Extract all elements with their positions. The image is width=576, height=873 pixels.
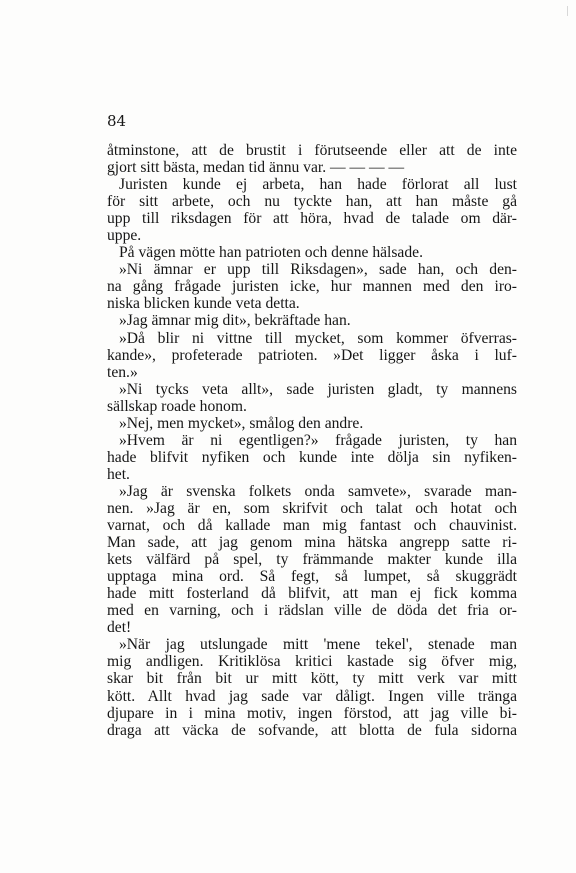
text-line: het. — [107, 465, 130, 483]
text-line: kande», profeterade patrioten. »Det ligger åska i luf- — [107, 346, 517, 364]
text-line: hade blifvit nyfiken och kunde inte dölja sin nyfiken- — [107, 448, 517, 466]
text-line: det! — [107, 619, 132, 637]
text-line: draga att väcka de sofvande, att blotta de fula sidorna — [107, 721, 517, 739]
text-line: På vägen mötte han patrioten och denne hälsade. — [119, 244, 423, 262]
text-line: »Jag är svenska folkets onda samvete», svarade man- — [119, 482, 517, 500]
page-number: 84 — [107, 112, 127, 130]
text-line: mig andligen. Kritiklösa kritici kastade sig öfver mig, — [107, 653, 517, 671]
text-line: åtminstone, att de brustit i förutseende eller att de inte — [107, 142, 517, 159]
text-line: hade mitt fosterland då blifvit, att man ej fick komma — [107, 585, 517, 603]
text-line: niska blicken kunde veta detta. — [107, 295, 300, 313]
body-text — [107, 142, 517, 739]
text-line: uppe. — [107, 227, 142, 245]
text-line: »Då blir ni vittne till mycket, som kommer öfverras- — [119, 329, 517, 347]
text-line: na gång frågade juristen icke, hur mannen med den iro- — [107, 278, 517, 296]
text-line: »Ni ämnar er upp till Riksdagen», sade han, och den- — [119, 261, 517, 279]
text-line: »Hvem är ni egentligen?» frågade juristen, ty han — [119, 431, 517, 449]
text-line: sällskap roade honom. — [107, 397, 247, 415]
text-line: med en varning, och i rädslan ville de döda det fria or- — [107, 602, 517, 620]
text-line: skar bit från bit ur mitt kött, ty mitt verk var mitt — [107, 670, 517, 688]
text-line: ten.» — [107, 363, 138, 381]
text-line: »Ni tycks veta allt», sade juristen gladt, ty mannens — [119, 380, 517, 398]
text-line: upp till riksdagen för att höra, hvad de talade om där- — [107, 210, 517, 228]
text-line: »När jag utslungade mitt 'mene tekel', stenade man — [119, 636, 517, 654]
text-line: kets välfärd på spel, ty främmande makter kunde illa — [107, 551, 517, 569]
text-line: varnat, och då kallade man mig fantast och chauvinist. — [107, 517, 517, 535]
text-line: »Jag ämnar mig dit», bekräftade han. — [119, 312, 351, 330]
text-line: gjort sitt bästa, medan tid ännu var. — — — — — [107, 159, 405, 177]
text-line: nen. »Jag är en, som skrifvit och talat och hotat och — [107, 499, 517, 517]
text-line: »Nej, men mycket», smålog den andre. — [119, 414, 364, 432]
text-line: kött. Allt hvad jag sade var dåligt. Ingen ville tränga — [107, 687, 517, 705]
text-line: upptaga mina ord. Så fegt, så lumpet, så skuggrädt — [107, 568, 517, 586]
text-line: Man sade, att jag genom mina hätska angrepp satte ri- — [107, 534, 517, 552]
text-line: Juristen kunde ej arbeta, han hade förlorat all lust — [119, 176, 517, 194]
text-line: för sitt arbete, och nu tyckte han, att han måste gå — [107, 193, 517, 211]
text-line: djupare in i mina motiv, ingen förstod, att jag ville bi- — [107, 704, 517, 722]
scan-edge-mark — [567, 6, 568, 16]
